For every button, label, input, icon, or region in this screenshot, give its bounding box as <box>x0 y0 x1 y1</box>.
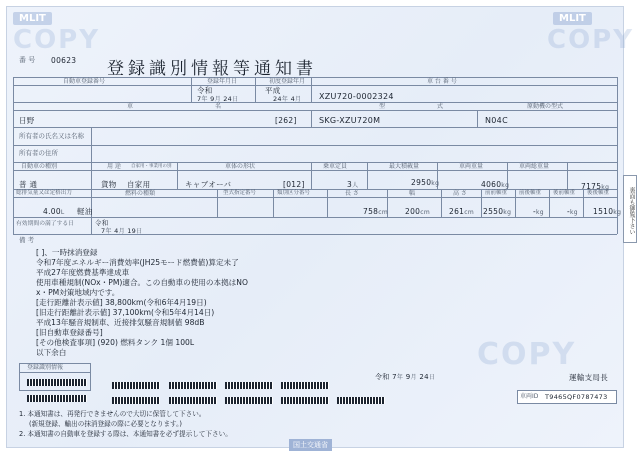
vehicle-id-value: T9465QF0787473 <box>545 393 608 401</box>
expiry-label: 有効期間の満了する日 <box>16 221 74 227</box>
redacted-code <box>112 397 160 404</box>
remark-line: 平成13年騒音規制車、近接排気騒音規制値 98dB <box>36 318 205 327</box>
ministry-stamp: 国土交通省 <box>289 439 332 451</box>
copy-watermark-left: COPY <box>13 25 101 55</box>
engine-value: N04C <box>485 116 508 125</box>
front-front-value: 2550kg <box>483 207 512 216</box>
fuel-value: 軽油 <box>77 207 93 216</box>
rear-front-value: -kg <box>567 207 578 216</box>
copy-watermark-right: COPY <box>547 25 635 55</box>
remark-line: [旧自動車登録番号] <box>36 328 103 337</box>
remark-line: 平成27年度燃費基準達成車 <box>36 268 130 277</box>
type-designation-label: 型式指定番号 <box>223 190 257 196</box>
width-label: 幅 <box>409 190 416 197</box>
mlit-watermark-right: MLIT <box>553 12 592 25</box>
chassis-label: 車 台 番 号 <box>427 78 457 85</box>
note-1b: (新規登録、輸出の抹消登録の際に必要となります。) <box>29 420 182 428</box>
weight-value: 4060kg <box>481 180 510 189</box>
gross-label: 車両総重量 <box>519 163 550 170</box>
redacted-code <box>112 382 160 389</box>
fuel-label: 燃料の種類 <box>125 190 156 197</box>
redacted-code <box>169 397 217 404</box>
use-sub-label: 自家用・事業用の別 <box>131 164 172 169</box>
reg-date-year: 7年 9月 24日 <box>197 95 239 103</box>
redacted-code <box>337 397 385 404</box>
document-title: 登録識別情報等通知書 <box>107 59 317 79</box>
remark-line: x・PM対策地域内です。 <box>36 288 120 297</box>
owner-addr-label: 所有者の住所 <box>19 149 58 157</box>
owner-name-label: 所有者の氏名又は名称 <box>19 132 84 140</box>
use-value: 貨物 <box>101 180 117 189</box>
body-value: キャブオーバ <box>185 180 232 189</box>
vehicle-name-value: 日野 <box>19 116 35 125</box>
capacity-value: 3人 <box>347 180 359 189</box>
redacted-code <box>27 395 87 402</box>
model-label2: 式 <box>437 103 444 110</box>
body-label: 車体の形状 <box>225 163 256 170</box>
first-reg-era: 平成 <box>265 86 281 95</box>
authority: 運輸支局長 <box>569 373 608 382</box>
rear-rear-value: 1510kg <box>593 207 622 216</box>
registration-id-label: 登録識別情報 <box>27 364 64 371</box>
chassis-value: XZU720-0002324 <box>319 92 394 101</box>
engine-label: 原動機の型式 <box>527 103 564 110</box>
remark-line: 以下余白 <box>36 348 67 357</box>
expiry-date: 7年 4月 19日 <box>101 227 143 235</box>
displacement-value: 4.00L <box>43 207 65 216</box>
front-rear-label: 前後軸重 <box>519 190 542 196</box>
redacted-code <box>281 382 329 389</box>
issue-date: 令和 7年 9月 24日 <box>375 373 436 381</box>
copy-watermark-bottom: COPY <box>477 337 577 372</box>
height-label: 高 さ <box>453 190 467 197</box>
gross-value: 7175kg <box>581 182 610 191</box>
model-label: 型 <box>379 103 386 110</box>
type-label: 自動車の種別 <box>21 163 58 170</box>
mlit-watermark-left: MLIT <box>13 12 52 25</box>
rear-front-label: 後前軸重 <box>553 190 576 196</box>
model-value: SKG-XZU720M <box>319 116 381 125</box>
length-value: 758cm <box>363 207 388 216</box>
body-code: [012] <box>283 180 305 189</box>
remarks-label: 備 考 <box>19 236 35 244</box>
expiry-era: 令和 <box>95 219 109 227</box>
redacted-code <box>27 379 87 386</box>
model-code: [262] <box>275 116 297 125</box>
redacted-code <box>225 382 273 389</box>
number-label: 番 号 <box>19 56 36 64</box>
width-value: 200cm <box>405 207 430 216</box>
redacted-code <box>281 397 329 404</box>
weight-label: 車両重量 <box>459 163 484 170</box>
remark-line: [その他検査事項] (920) 燃料タンク 1個 100L <box>36 338 195 347</box>
remark-line: 使用車種規制(NOx・PM)適合。この自動車の使用の本拠はNO <box>36 278 248 287</box>
remark-line: 令和7年度エネルギー消費効率(JH25モード燃費値)算定未了 <box>36 258 239 267</box>
redacted-code <box>225 397 273 404</box>
rear-rear-label: 後後軸重 <box>587 190 610 196</box>
front-front-label: 前前軸重 <box>485 190 508 196</box>
front-rear-value: -kg <box>533 207 544 216</box>
reg-date-era: 令和 <box>197 86 213 95</box>
remark-line: [ ]、一時抹消登録 <box>36 248 98 257</box>
use-label: 用 途 <box>107 163 121 170</box>
displacement-label: 総排気量又は定格出力 <box>16 190 72 196</box>
vehicle-id-label: 車両ID <box>520 393 539 400</box>
first-reg-label: 初度登録年月 <box>269 78 306 85</box>
vehicle-name-label2: 名 <box>215 103 222 110</box>
note-1: 1. 本通知書は、再発行できませんので大切に保管して下さい。 <box>19 410 206 418</box>
max-load-label: 最大積載量 <box>389 163 420 170</box>
height-value: 261cm <box>449 207 474 216</box>
remark-line: [旧走行距離計表示値] 37,100km(令和5年4月14日) <box>36 308 215 317</box>
note-2: 2. 本通知書の自動車を登録する際は、本通知書を必ず提示して下さい。 <box>19 430 232 438</box>
see-reverse-tag: 裏面も御覧下さい <box>623 175 637 243</box>
first-reg-date: 24年 4月 <box>273 95 302 103</box>
use-sub-value: 自家用 <box>127 180 151 189</box>
vehicle-name-label: 車 <box>127 103 134 110</box>
reg-number-label: 自動車登録番号 <box>63 78 106 85</box>
capacity-label: 乗車定員 <box>323 163 348 170</box>
category-label: 類別区分番号 <box>277 190 311 196</box>
remark-line: [走行距離計表示値] 38,800km(令和6年4月19日) <box>36 298 207 307</box>
number-value: 00623 <box>51 56 77 65</box>
max-load-value: 2950kg <box>411 178 440 187</box>
length-label: 長 さ <box>345 190 359 197</box>
reg-date-label: 登録年月日 <box>207 78 238 85</box>
redacted-code <box>169 382 217 389</box>
type-value: 普 通 <box>19 180 38 189</box>
